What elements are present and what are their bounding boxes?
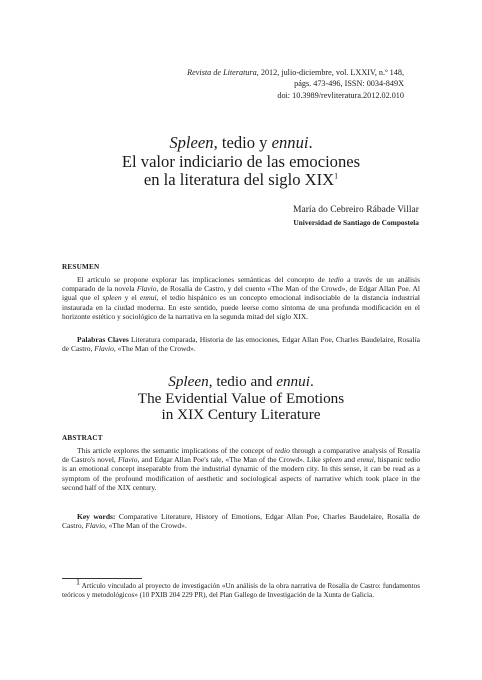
title-en-line1	[60, 374, 422, 391]
title-es-line3-text: en la literatura del siglo XIX	[143, 170, 335, 190]
author-affiliation: Universidad de Santiago de Compostela	[293, 218, 419, 227]
title-es-line2: El valor indiciario de las emociones	[121, 151, 361, 171]
abstract-heading: ABSTRACT	[62, 434, 103, 442]
abstract-s4-italic: ennui	[357, 455, 374, 465]
title-es-spleen: Spleen	[169, 133, 214, 152]
header-citation	[104, 67, 404, 78]
resumen-s4-italic: ennui	[139, 293, 157, 303]
abstract-s3: , and Edgar Allan Poe's tale, «The Man of the Crowd». Like	[137, 455, 323, 465]
abstract-s2-italic: Flavio	[117, 455, 138, 465]
resumen-heading: RESUMEN	[62, 263, 100, 271]
palabras-clave-italic: Flavio	[94, 344, 114, 354]
abstract-text	[62, 446, 420, 492]
title-es-line1	[60, 134, 422, 153]
palabras-clave-label: Palabras Claves	[77, 335, 129, 344]
journal-name: Revista de Literatura	[187, 68, 257, 77]
article-title-spanish	[60, 134, 422, 190]
abstract-s3-italic: spleen	[322, 455, 342, 465]
footnote-mark: 1	[76, 577, 80, 587]
palabras-clave	[62, 335, 420, 353]
article-title-english	[60, 374, 422, 424]
footnote-text: Artículo vinculado al proyecto de investigación «Un análisis de la obra narrativa de Rosalía de Castro: fundamentos teóricos y metodológicos» (10 PXIB 204 229 PR), del Plan Gallego de Investigación de la Xunta de Galicia.	[62, 582, 420, 599]
resumen-s3-italic: spleen	[102, 293, 122, 303]
footnote-divider	[62, 578, 142, 579]
resumen-s1: El artículo se propone explorar las implicaciones semánticas del concepto de	[77, 275, 329, 284]
abstract-s1: This article explores the semantic implications of the concept of	[77, 446, 275, 455]
key-words-text: Comparative Literature, History of Emotions, Edgar Allan Poe, Charles Baudelaire, Rosalía de Castro,	[62, 512, 420, 531]
palabras-clave-end: , «The Man of the Crowd».	[113, 344, 196, 354]
resumen-s4: y el	[121, 293, 140, 303]
footnote	[62, 577, 420, 600]
key-words-italic: Flavio	[85, 521, 105, 531]
header-pages: págs. 473-496, ISSN: 0034-849X	[294, 79, 404, 89]
title-es-ennui: ennui	[271, 133, 309, 152]
abstract-s2: through a comparative analysis of Rosalía de Castro's novel,	[62, 446, 420, 465]
resumen-s3: , de Rosalía de Castro, y del cuento «The Man of the Crowd», de Edgar Allan Poe. Al igual que el	[62, 284, 420, 303]
resumen-s2-italic: Flavio	[136, 284, 157, 294]
title-en-ennui: ennui	[276, 373, 310, 390]
resumen-s1-italic: tedio	[328, 275, 344, 284]
resumen-s2: a través de un análisis comparado de la novela	[62, 275, 420, 294]
title-en-line3: in XIX Century Literature	[161, 406, 321, 424]
resumen-s5: , el tedio hispánico es un concepto emocional indisociable de la distancia industrial instaurada en la ciudad moderna. En este sentido, puede leerse como síntoma de una profunda modificación en el horizonte estético y sociológico de la narrativa en la segunda mitad del siglo XIX.	[62, 293, 420, 321]
title-en-period: .	[309, 373, 314, 390]
running-header	[104, 67, 404, 101]
title-en-tedio: , tedio and	[208, 373, 277, 390]
key-words-end: , «The Man of the Crowd».	[104, 521, 187, 531]
title-es-tedio: , tedio y	[213, 133, 272, 152]
abstract-s4: and	[342, 455, 358, 465]
resumen-text	[62, 275, 420, 321]
citation-details: , 2012, julio-diciembre, vol. LXXIV, n.º 148,	[256, 68, 404, 77]
abstract-s1-italic: tedio	[274, 446, 290, 455]
title-es-period: .	[308, 133, 313, 152]
author-name: María do Cebreiro Rábade Villar	[292, 204, 419, 215]
header-doi: doi: 10.3989/revliteratura.2012.02.010	[277, 90, 404, 100]
footnote-reference[interactable]: 1	[334, 171, 339, 181]
title-en-line2: The Evidential Value of Emotions	[137, 389, 345, 407]
title-es-line3	[60, 171, 422, 190]
abstract-s5: , hispanic tedio is an emotional concept inseparable from the industrial dynamic of the modern city. In this sense, it can be read as a symptom of the profound modification of aesthetic and sociological aspects of narrative which took place in the second half of the XIX century.	[62, 455, 420, 492]
key-words	[62, 512, 420, 530]
palabras-clave-text: Literatura comparada, Historia de las emociones, Edgar Allan Poe, Charles Baudelaire, Rosalía de Castro,	[62, 335, 420, 354]
key-words-label: Key words:	[77, 512, 116, 521]
title-en-spleen: Spleen	[168, 373, 209, 390]
